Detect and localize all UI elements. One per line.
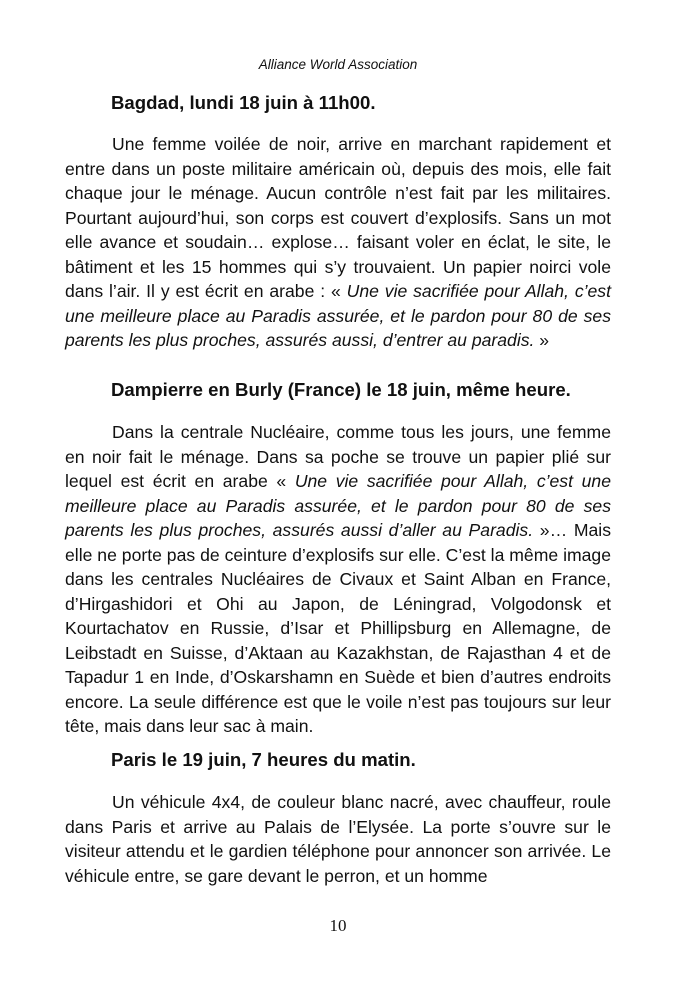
paragraph-text: Une femme voilée de noir, arrive en marchant rapidement et entre dans un poste militaire américain où, depuis des mois, elle fait chaque jour le ménage. Aucun contrôle n’est fait par les militaires. Pourtant aujourd’hui, son corps est couvert d’explosifs. Sans un mot elle avance et soudain… explose… faisant voler en éclat, le site, le bâtiment et les 15 hommes qui s’y trouvaient. Un papier noirci vole dans l’air. Il y est écrit en arabe : «	[65, 134, 611, 301]
running-header: Alliance World Association	[258, 57, 418, 72]
paragraph-text: Un véhicule 4x4, de couleur blanc nacré, avec chauffeur, roule dans Paris et arrive au Palais de l’Elysée. La porte s’ouvre sur le visiteur attendu et le gardien téléphone pour annoncer son arrivée. Le véhicule entre, se gare devant le perron, et un homme	[65, 792, 611, 886]
paragraph	[65, 790, 611, 888]
paragraph-quote: Une vie sacrifiée pour Allah, c’est une meilleure place au Paradis assurée, et le pardon pour 80 de ses parents les plus proches, assurés aussi, d’entrer au paradis.	[65, 281, 611, 350]
paragraph-quote: Une vie sacrifiée pour Allah, c’est une meilleure place au Paradis assurée, et le pardon pour 80 de ses parents les plus proches, assurés aussi d’aller au Paradis.	[65, 471, 611, 540]
paragraph	[65, 132, 611, 353]
paragraph-text-end: »	[534, 330, 550, 350]
paragraph-text: Dans la centrale Nucléaire, comme tous les jours, une femme en noir fait le ménage. Dans sa poche se trouve un papier plié sur lequel est écrit en arabe «	[65, 422, 611, 491]
section-heading-bagdad: Bagdad, lundi 18 juin à 11h00.	[111, 92, 376, 113]
section-heading-dampierre: Dampierre en Burly (France) le 18 juin, même heure.	[111, 379, 571, 400]
paragraph	[65, 420, 611, 739]
paragraph-text-end: »… Mais elle ne porte pas de ceinture d’explosifs sur elle. C’est la même image dans les centrales Nucléaires de Civaux et Saint Alban en France, d’Hirgashidori et Ohi au Japon, de Léningrad, Volgodonsk et Kourtachatov en Russie, d’Isar et Phillipsburg en Allemagne, de Leibstadt en Suisse, d’Aktaan au Kazakhstan, de Rajasthan 4 et de Tapadur 1 en Inde, d’Oskarshamn en Suède et bien d’autres endroits encore. La seule différence est que le voile n’est pas toujours sur leur tête, mais dans leur sac à main.	[65, 520, 611, 736]
section-heading-paris: Paris le 19 juin, 7 heures du matin.	[111, 749, 416, 770]
section-body-bagdad	[65, 132, 611, 353]
section-body-dampierre	[65, 420, 611, 739]
page-number: 10	[329, 916, 347, 935]
section-body-paris	[65, 790, 611, 888]
